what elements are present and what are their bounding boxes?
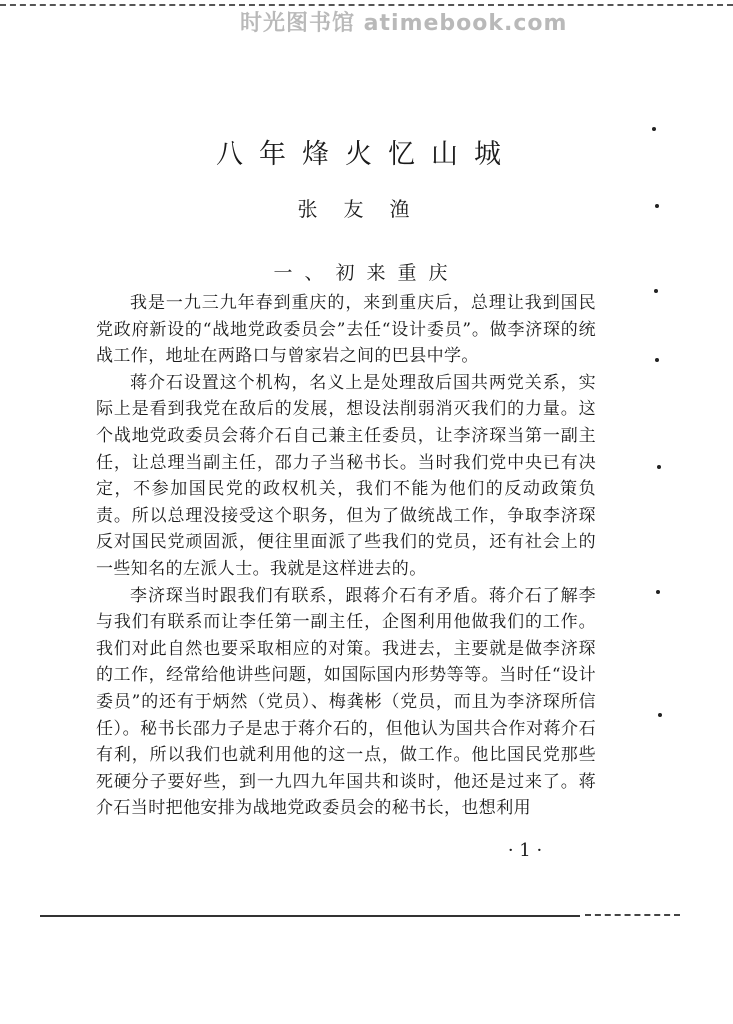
page-number: · 1 · xyxy=(507,840,543,861)
paragraph-3: 李济琛当时跟我们有联系，跟蒋介石有矛盾。蒋介石了解李与我们有联系而让李任第一副主任，企图利用他做我们的工作。我们对此自然也要采取相应的对策。我进去，主要就是做李济琛的工作，经常给他讲些问题，如国际国内形势等等。当时任“设计委员”的还有于炳然（党员）、梅龚彬（党员，而且为李济琛所信任）。秘书长邵力子是忠于蒋介石的，但他认为国共合作对蒋介石有利，所以我们也就利用他的这一点，做工作。他比国民党那些死硬分子要好些，到一九四九年国共和谈时，他还是过来了。蒋介石当时把他安排为战地党政委员会的秘书长，也想利用 xyxy=(96,585,596,819)
margin-speck xyxy=(655,204,659,208)
margin-speck xyxy=(656,590,660,594)
paragraph-1: 我是一九三九年春到重庆的，来到重庆后，总理让我到国民党政府新设的“战地党政委员会”去任“设计委员”。做李济琛的统战工作，地址在两路口与曾家岩之间的巴县中学。 xyxy=(96,293,596,367)
bottom-dashed-rule xyxy=(585,914,680,916)
margin-speck xyxy=(655,358,659,362)
bottom-rule xyxy=(40,915,580,917)
watermark-text: 时光图书馆 atimebook.com xyxy=(240,11,568,36)
section-heading: 一、初来重庆 xyxy=(273,262,460,284)
paragraph-2: 蒋介石设置这个机构，名义上是处理敌后国共两党关系，实际上是看到我党在敌后的发展，想设法削弱消灭我们的力量。这个战地党政委员会蒋介石自己兼主任委员，让李济琛当第一副主任，让总理当副主任，邵力子当秘书长。当时我们党中央已有决定，不参加国民党的政权机关，我们不能为他们的反动政策负责。所以总理没接受这个职务，但为了做统战工作，争取李济琛反对国民党顽固派，便往里面派了些我们的党员，还有社会上的一些知名的左派人士。我就是这样进去的。 xyxy=(96,372,596,579)
author-name: 张友渔 xyxy=(297,197,436,221)
article-title: 八年烽火忆山城 xyxy=(216,139,517,170)
body-text xyxy=(96,290,596,822)
margin-speck xyxy=(652,127,656,131)
margin-speck xyxy=(654,289,658,293)
margin-speck xyxy=(657,465,661,469)
margin-speck xyxy=(658,713,662,717)
